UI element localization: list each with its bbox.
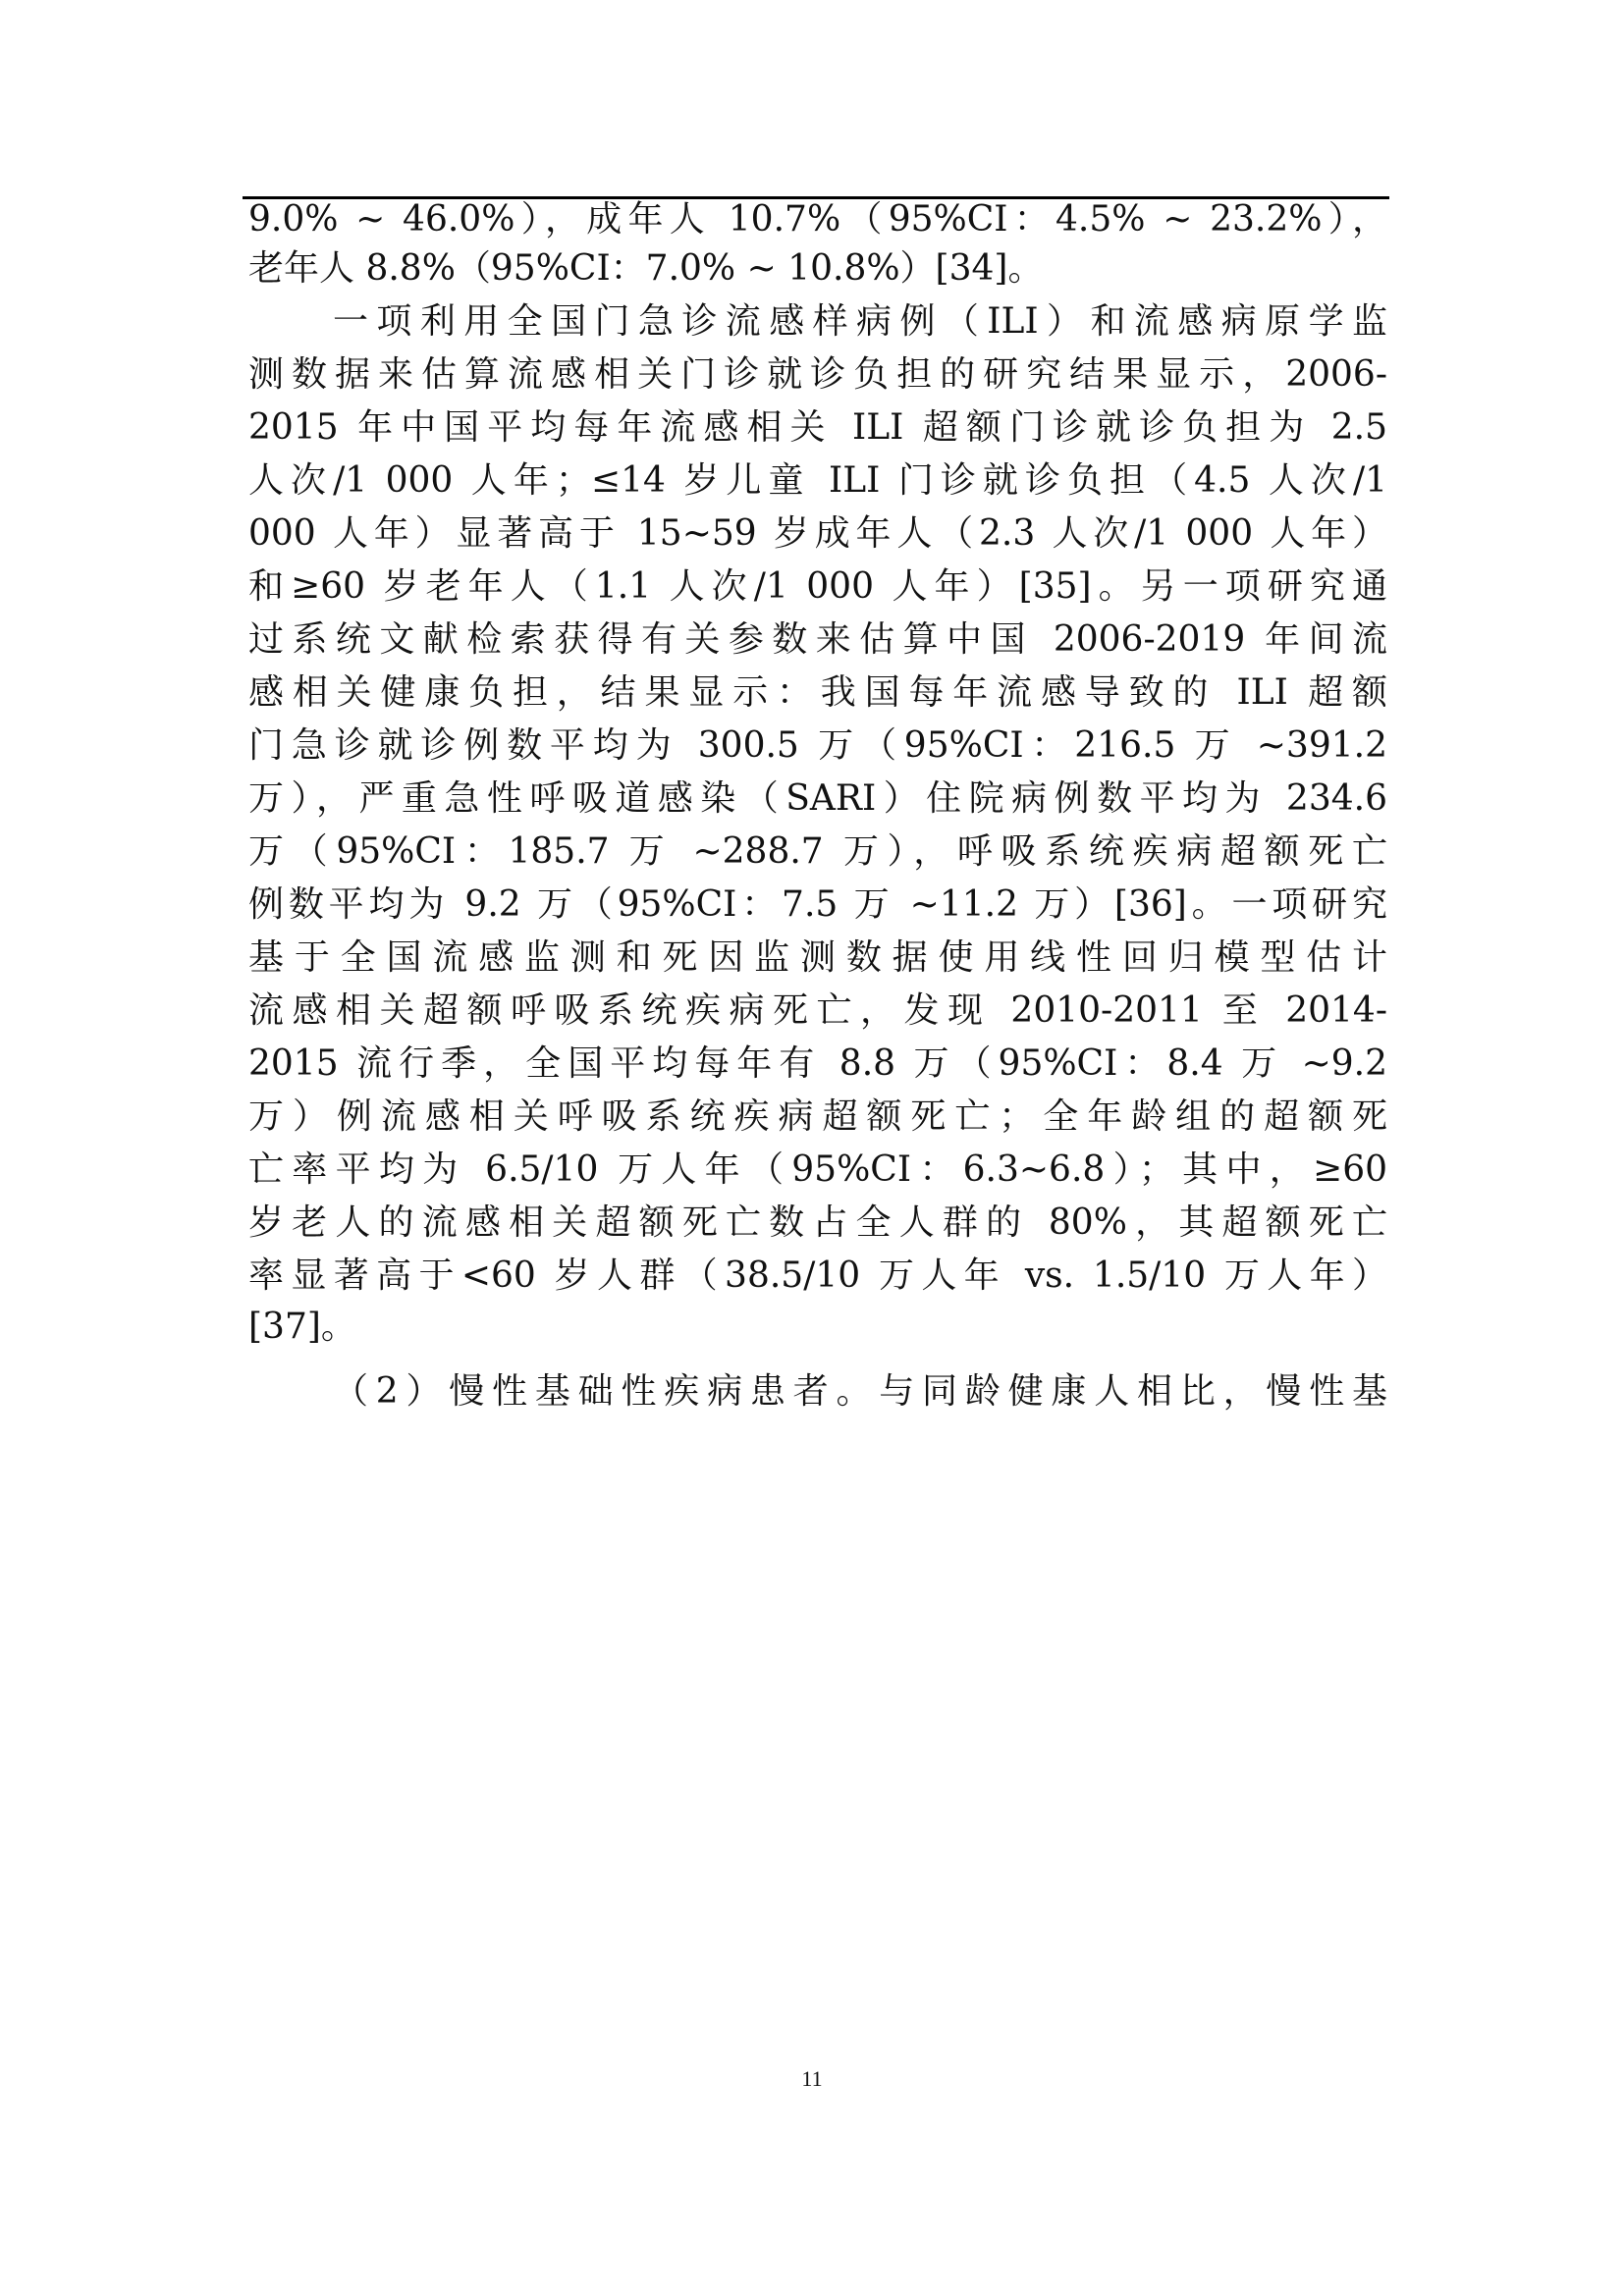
text-line: [37]。: [248, 1307, 356, 1347]
text-line: 2015 年中国平均每年流感相关 ILI 超额门诊就诊负担为 2.5: [248, 407, 1387, 448]
text-line: 000 人年）显著高于 15~59 岁成年人（2.3 人次/1 000 人年）: [248, 513, 1387, 554]
text-line: 流感相关超额呼吸系统疾病死亡，发现 2010-2011 至 2014-: [248, 990, 1387, 1031]
text-line: 和≥60 岁老年人（1.1 人次/1 000 人年）[35]。另一项研究通: [248, 566, 1387, 607]
text-line: 测数据来估算流感相关门诊就诊负担的研究结果显示，2006-: [248, 354, 1387, 395]
text-line: 9.0% ~ 46.0%），成年人 10.7%（95%CI：4.5% ~ 23.2%），: [248, 199, 1387, 240]
text-line: （2）慢性基础性疾病患者。与同龄健康人相比，慢性基: [333, 1371, 1387, 1412]
text-line: 基于全国流感监测和死因监测数据使用线性回归模型估计: [248, 937, 1387, 978]
page-number: 11: [801, 2066, 823, 2091]
text-line: 过系统文献检索获得有关参数来估算中国 2006-2019 年间流: [248, 619, 1387, 660]
text-line: 2015 流行季，全国平均每年有 8.8 万（95%CI：8.4 万 ~9.2: [248, 1043, 1387, 1084]
text-line: 率显著高于<60 岁人群（38.5/10 万人年 vs. 1.5/10 万人年）: [248, 1255, 1387, 1296]
text-line: 万），严重急性呼吸道感染（SARI）住院病例数平均为 234.6: [248, 778, 1387, 819]
text-line: 门急诊就诊例数平均为 300.5 万（95%CI：216.5 万 ~391.2: [248, 725, 1387, 766]
text-line: 感相关健康负担，结果显示：我国每年流感导致的 ILI 超额: [248, 672, 1387, 713]
text-line: 老年人 8.8%（95%CI：7.0% ~ 10.8%）[34]。: [248, 248, 1044, 289]
text-line: 亡率平均为 6.5/10 万人年（95%CI：6.3~6.8）；其中，≥60: [248, 1149, 1387, 1190]
text-line: 万）例流感相关呼吸系统疾病超额死亡；全年龄组的超额死: [248, 1096, 1387, 1137]
text-line: 一项利用全国门急诊流感样病例（ILI）和流感病原学监: [333, 301, 1387, 342]
text-line: 万（95%CI：185.7 万 ~288.7 万），呼吸系统疾病超额死亡: [248, 831, 1387, 872]
text-line: 岁老人的流感相关超额死亡数占全人群的 80%，其超额死亡: [248, 1202, 1387, 1243]
text-line: 人次/1 000 人年；≤14 岁儿童 ILI 门诊就诊负担（4.5 人次/1: [248, 460, 1387, 501]
text-line: 例数平均为 9.2 万（95%CI：7.5 万 ~11.2 万）[36]。一项研究: [248, 884, 1387, 925]
